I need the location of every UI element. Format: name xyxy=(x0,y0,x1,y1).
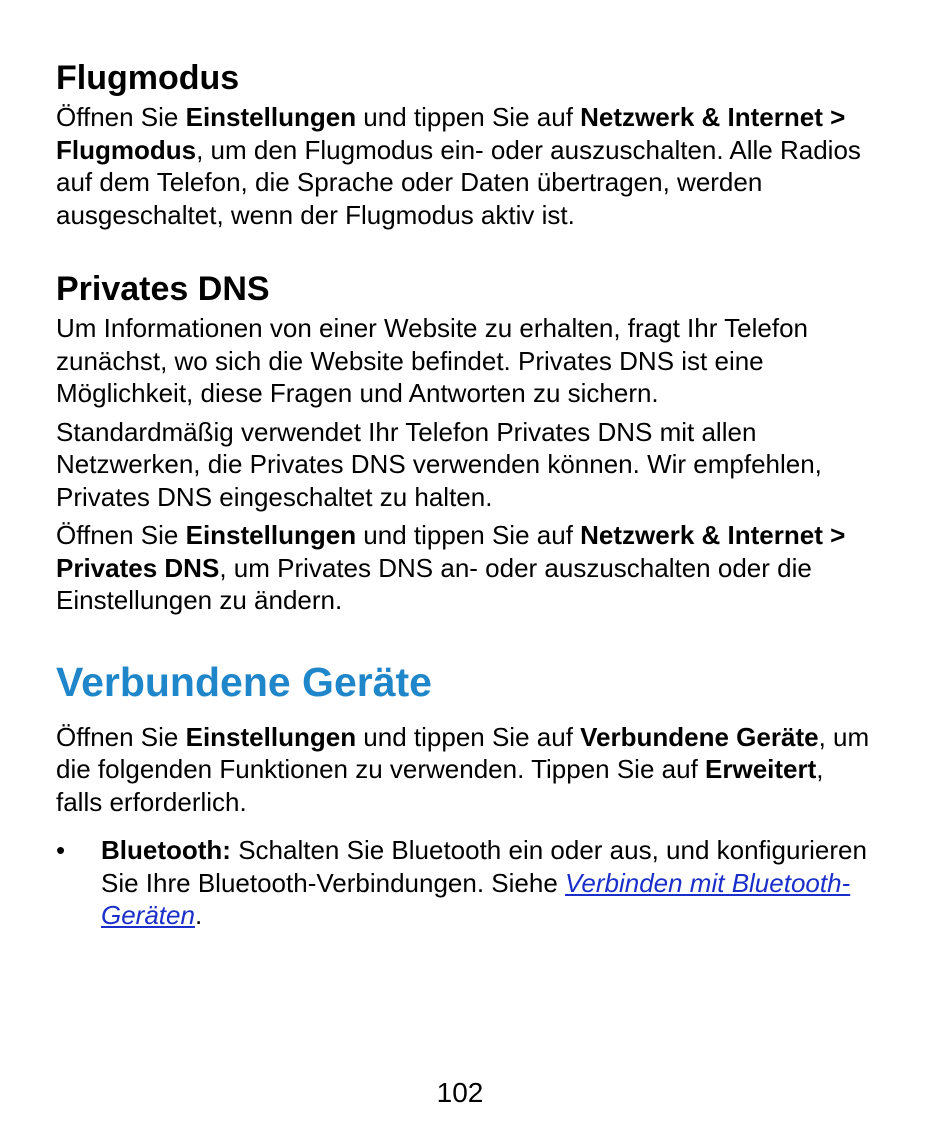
text-run: Öffnen Sie xyxy=(56,721,186,752)
text-run: , um den Flugmodus ein- oder auszuschalten. Alle Radios auf dem Telefon, die Sprache oder Daten übertragen, werden ausgeschaltet, wenn der Flugmodus aktiv ist. xyxy=(56,134,861,230)
text-run: Öffnen Sie xyxy=(56,102,186,132)
text-run: und tippen Sie auf xyxy=(356,520,581,550)
bold-menu-path: Netzwerk & Internet > Flugmodus xyxy=(56,102,846,165)
bold-einstellungen: Einstellungen xyxy=(185,721,357,752)
text-run: und tippen Sie auf xyxy=(356,102,581,132)
text-run: , um Privates DNS an- oder auszuschalten oder die Einstellungen zu ändern. xyxy=(56,552,812,615)
text-run: Öffnen Sie xyxy=(56,520,186,550)
list-item-bluetooth xyxy=(56,834,876,932)
bold-einstellungen: Einstellungen xyxy=(185,520,357,550)
heading-flugmodus: Flugmodus xyxy=(56,59,240,97)
heading-privates-dns: Privates DNS xyxy=(56,270,270,308)
page-number: 102 xyxy=(436,1077,484,1108)
bullet-marker: • xyxy=(56,835,66,865)
bold-menu-path: Verbundene Geräte xyxy=(580,721,819,752)
link-bluetooth-devices[interactable]: Verbinden mit Bluetooth-Geräten xyxy=(101,867,851,930)
bold-menu-path: Netzwerk & Internet > Privates DNS xyxy=(56,520,846,583)
paragraph-dns-settings xyxy=(56,519,876,617)
text-run: . xyxy=(194,900,203,930)
paragraph-dns-intro: Um Informationen von einer Website zu erhalten, fragt Ihr Telefon zunächst, wo sich die Website befindet. Privates DNS ist eine Möglichkeit, diese Fragen und Antworten zu sichern. xyxy=(56,313,808,408)
bold-einstellungen: Einstellungen xyxy=(185,102,357,132)
text-run: Schalten Sie Bluetooth ein oder aus, und konfigurieren Sie Ihre Bluetooth-Verbindungen. Siehe xyxy=(101,835,867,898)
text-run: , falls erforderlich. xyxy=(56,754,824,817)
paragraph-dns-default: Standardmäßig verwendet Ihr Telefon Privates DNS mit allen Netzwerken, die Privates DNS verwenden können. Wir empfehlen, Privates DNS eingeschaltet zu halten. xyxy=(56,416,822,512)
bold-erweitert: Erweitert xyxy=(705,754,817,784)
heading-verbundene-geraete: Verbundene Geräte xyxy=(56,658,432,705)
text-run: und tippen Sie auf xyxy=(356,721,581,752)
bold-bluetooth-label: Bluetooth: xyxy=(101,835,231,865)
text-run: , um die folgenden Funktionen zu verwenden. Tippen Sie auf xyxy=(56,721,870,784)
paragraph-flugmodus xyxy=(56,101,876,231)
paragraph-verbundene-geraete xyxy=(56,721,876,819)
document-page xyxy=(56,58,876,932)
